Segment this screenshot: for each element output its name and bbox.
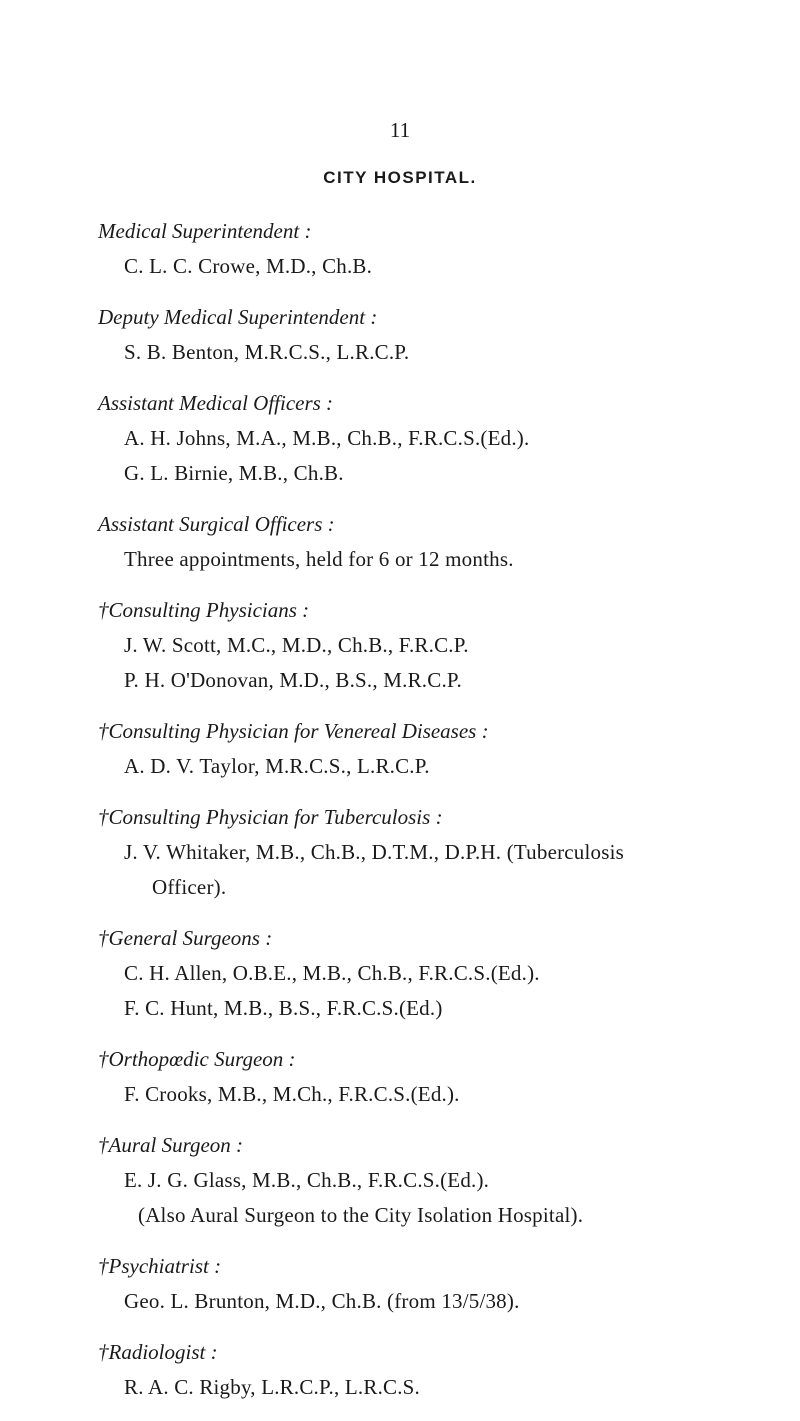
role-heading: Assistant Surgical Officers : — [98, 512, 335, 536]
staff-entry: J. V. Whitaker, M.B., Ch.B., D.T.M., D.P.H. (Tuberculosis — [124, 840, 625, 864]
section-general-surgeons — [98, 921, 788, 1026]
role-heading: †General Surgeons : — [98, 926, 273, 950]
section-radiologist — [98, 1335, 788, 1405]
staff-entry: R. A. C. Rigby, L.R.C.P., L.R.C.S. — [124, 1375, 421, 1399]
staff-entry: E. J. G. Glass, M.B., Ch.B., F.R.C.S.(Ed.). — [124, 1168, 490, 1192]
role-heading: Medical Superintendent : — [98, 219, 312, 243]
section-psychiatrist — [98, 1249, 788, 1319]
staff-entry: F. C. Hunt, M.B., B.S., F.R.C.S.(Ed.) — [124, 996, 443, 1020]
role-heading: †Psychiatrist : — [98, 1254, 222, 1278]
page-title: CITY HOSPITAL. — [323, 168, 477, 187]
staff-entry: P. H. O'Donovan, M.D., B.S., M.R.C.P. — [124, 668, 462, 692]
staff-entry: A. D. V. Taylor, M.R.C.S., L.R.C.P. — [124, 754, 430, 778]
staff-entry: Three appointments, held for 6 or 12 months. — [124, 547, 514, 571]
role-heading: Assistant Medical Officers : — [98, 391, 334, 415]
staff-entry: J. W. Scott, M.C., M.D., Ch.B., F.R.C.P. — [124, 633, 469, 657]
section-assistant-surgical-officers — [98, 507, 788, 577]
role-heading: †Orthopœdic Surgeon : — [98, 1047, 296, 1071]
role-heading: †Aural Surgeon : — [98, 1133, 244, 1157]
staff-entry: C. H. Allen, O.B.E., M.B., Ch.B., F.R.C.S.(Ed.). — [124, 961, 540, 985]
staff-list — [98, 214, 788, 1421]
role-heading: †Consulting Physician for Venereal Diseases : — [98, 719, 489, 743]
staff-entry: C. L. C. Crowe, M.D., Ch.B. — [124, 254, 373, 278]
staff-entry: S. B. Benton, M.R.C.S., L.R.C.P. — [124, 340, 410, 364]
role-heading: †Consulting Physicians : — [98, 598, 310, 622]
role-heading: †Consulting Physician for Tuberculosis : — [98, 805, 443, 829]
staff-entry: F. Crooks, M.B., M.Ch., F.R.C.S.(Ed.). — [124, 1082, 460, 1106]
staff-entry-note: (Also Aural Surgeon to the City Isolation Hospital). — [138, 1203, 584, 1227]
page-number: 11 — [389, 118, 411, 142]
section-assistant-medical-officers — [98, 386, 788, 491]
staff-entry: G. L. Birnie, M.B., Ch.B. — [124, 461, 344, 485]
staff-entry: A. H. Johns, M.A., M.B., Ch.B., F.R.C.S.(Ed.). — [124, 426, 530, 450]
section-aural-surgeon — [98, 1128, 788, 1233]
staff-entry-continuation: Officer). — [152, 875, 227, 899]
section-medical-superintendent — [98, 214, 788, 284]
section-consulting-physicians — [98, 593, 788, 698]
role-heading: Deputy Medical Superintendent : — [98, 305, 378, 329]
staff-entry: Geo. L. Brunton, M.D., Ch.B. (from 13/5/38). — [124, 1289, 520, 1313]
section-consulting-physician-tuberculosis — [98, 800, 788, 905]
role-heading: †Radiologist : — [98, 1340, 218, 1364]
section-orthopaedic-surgeon — [98, 1042, 788, 1112]
section-consulting-physician-venereal — [98, 714, 788, 784]
section-deputy-medical-superintendent — [98, 300, 788, 370]
